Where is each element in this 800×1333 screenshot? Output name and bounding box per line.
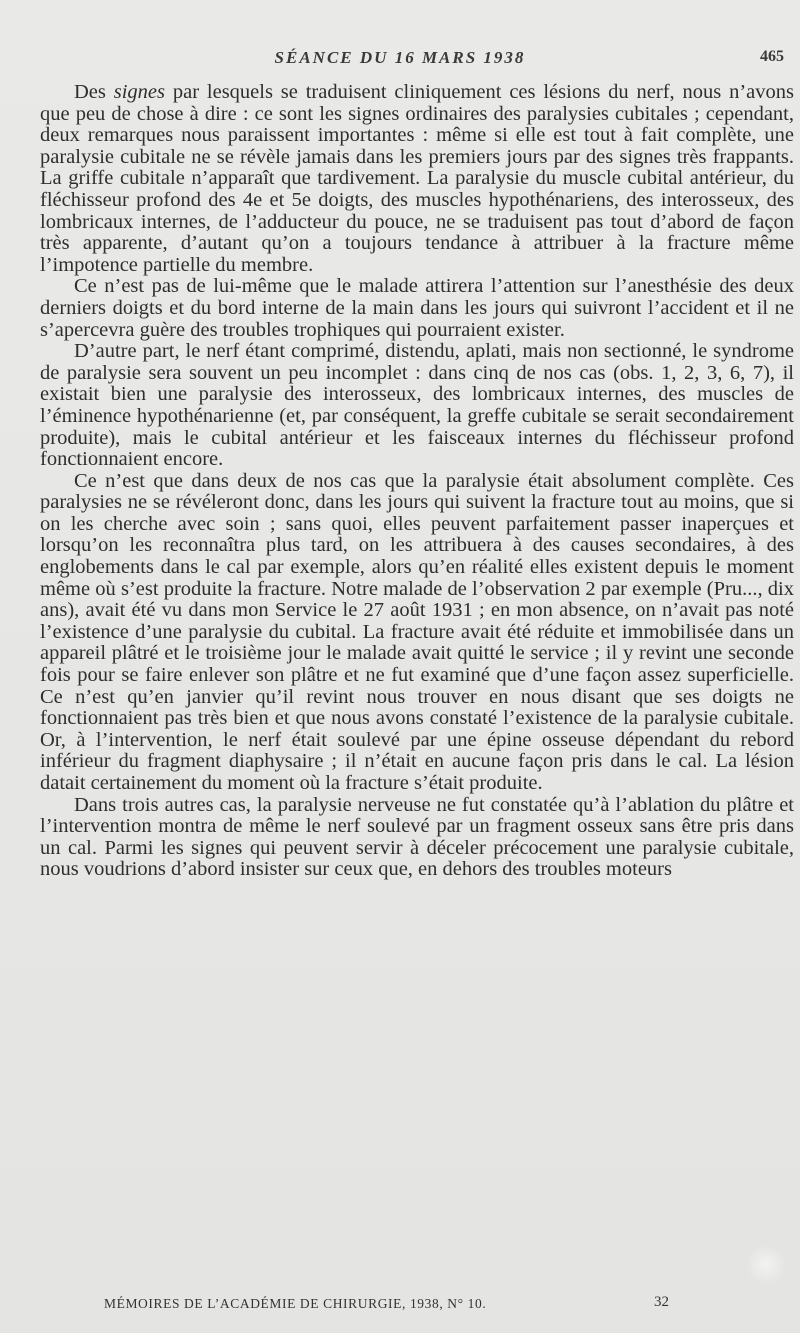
- running-head: [0, 48, 800, 72]
- journal-title: MÉMOIRES DE L’ACADÉMIE DE CHIRURGIE, 1938,: [104, 1296, 448, 1311]
- paragraph-4: Ce n’est que dans deux de nos cas que la paralysie était absolument complète. Ces paralysies ne se révéleront donc, dans les jours qui suivent la fracture tout au moins, que si on les cherche avec soin ; sans quoi, elles peuvent parfaitement passer inaperçues et lorsqu’on les reconnaîtra plus tard, on les attribuera à des causes secondaires, à des englobements dans le cal par exemple, alors qu’en réalité elles existent depuis le moment même où s’est produite la fracture. Notre malade de l’observation 2 par exemple (Pru..., dix ans), avait été vu dans mon Service le 27 août 1931 ; en mon absence, on n’avait pas noté l’existence d’une paralysie du cubital. La fracture avait été réduite et immobilisée dans un appareil plâtré et le troisième jour le malade avait quitté le service ; il y revint une seconde fois pour se faire enlever son plâtre et ne fut examiné que d’une façon assez superficielle. Ce n’est qu’en janvier qu’il revint nous trouver en nous disant que ses doigts ne fonctionnaient pas très bien et que nous avons constaté l’existence de la paralysie cubitale. Or, à l’intervention, le nerf était soulevé par une épine osseuse dépendant du rebord inférieur du fragment diaphysaire ; il n’était en aucune façon pris dans le cal. La lésion datait certainement du moment où la fracture s’était produite.: [40, 469, 794, 794]
- paragraph-1: [40, 82, 794, 276]
- paragraph-2: Ce n’est pas de lui-même que le malade attirera l’attention sur l’anesthésie des deux derniers doigts et du bord interne de la main dans les jours qui suivront l’accident et il ne s’apercevra guère des troubles trophiques qui pourraient exister.: [40, 275, 794, 341]
- page-number: 465: [760, 48, 784, 65]
- paragraph-5: Dans trois autres cas, la paralysie nerveuse ne fut constatée qu’à l’ablation du plâtre et l’intervention montra de même le nerf soulevé par un fragment osseux sans être pris dans un cal. Parmi les signes qui peuvent servir à déceler précocement une paralysie cubitale, nous voudrions d’abord insister sur ceux que, en dehors des troubles moteurs: [40, 793, 794, 881]
- paragraph-1-rest: par lesquels se traduisent cliniquement ces lésions du nerf, nous n’avons que peu de chose à dire : ce sont les signes ordinaires des paralysies cubitales ; cependant, deux remarques nous paraissent importantes : même si elle est tout à fait complète, une paralysie cubitale ne se révèle jamais dans les premiers jours par des signes très frappants. La griffe cubitale n’apparaît que tardivement. La paralysie du muscle cubital antérieur, du fléchisseur profond des 4e et 5e doigts, des muscles hypothénariens, des interosseux, des lombricaux internes, de l’adducteur du pouce, ne se traduisent pas tout d’abord de façon très apparente, d’autant qu’on a toujours tendance à attribuer à la fracture même l’impotence partielle du membre.: [40, 81, 794, 276]
- signature-sheet-number: 32: [654, 1294, 669, 1310]
- running-title: SÉANCE DU 16 MARS 1938: [274, 48, 526, 67]
- paragraph-3: D’autre part, le nerf étant comprimé, distendu, aplati, mais non sectionné, le syndrome de paralysie sera souvent un peu incomplet : dans cinq de nos cas (obs. 1, 2, 3, 6, 7), il existait bien une paralysie des interosseux, des lombricaux internes, des muscles de l’éminence hypothénarienne (et, par conséquent, la greffe cubitale se serait secondairement produite), mais le cubital antérieur et les faisceaux internes du fléchisseur profond fonctionnaient encore.: [40, 340, 794, 471]
- journal-issue: N° 10.: [447, 1296, 487, 1311]
- body-text: [40, 82, 794, 881]
- paragraph-1-lead: Des: [74, 81, 114, 103]
- paper-smudge: [746, 1245, 786, 1285]
- page-footer: [0, 1296, 800, 1318]
- journal-citation: [104, 1296, 486, 1312]
- emphasis-signes: signes: [113, 81, 165, 103]
